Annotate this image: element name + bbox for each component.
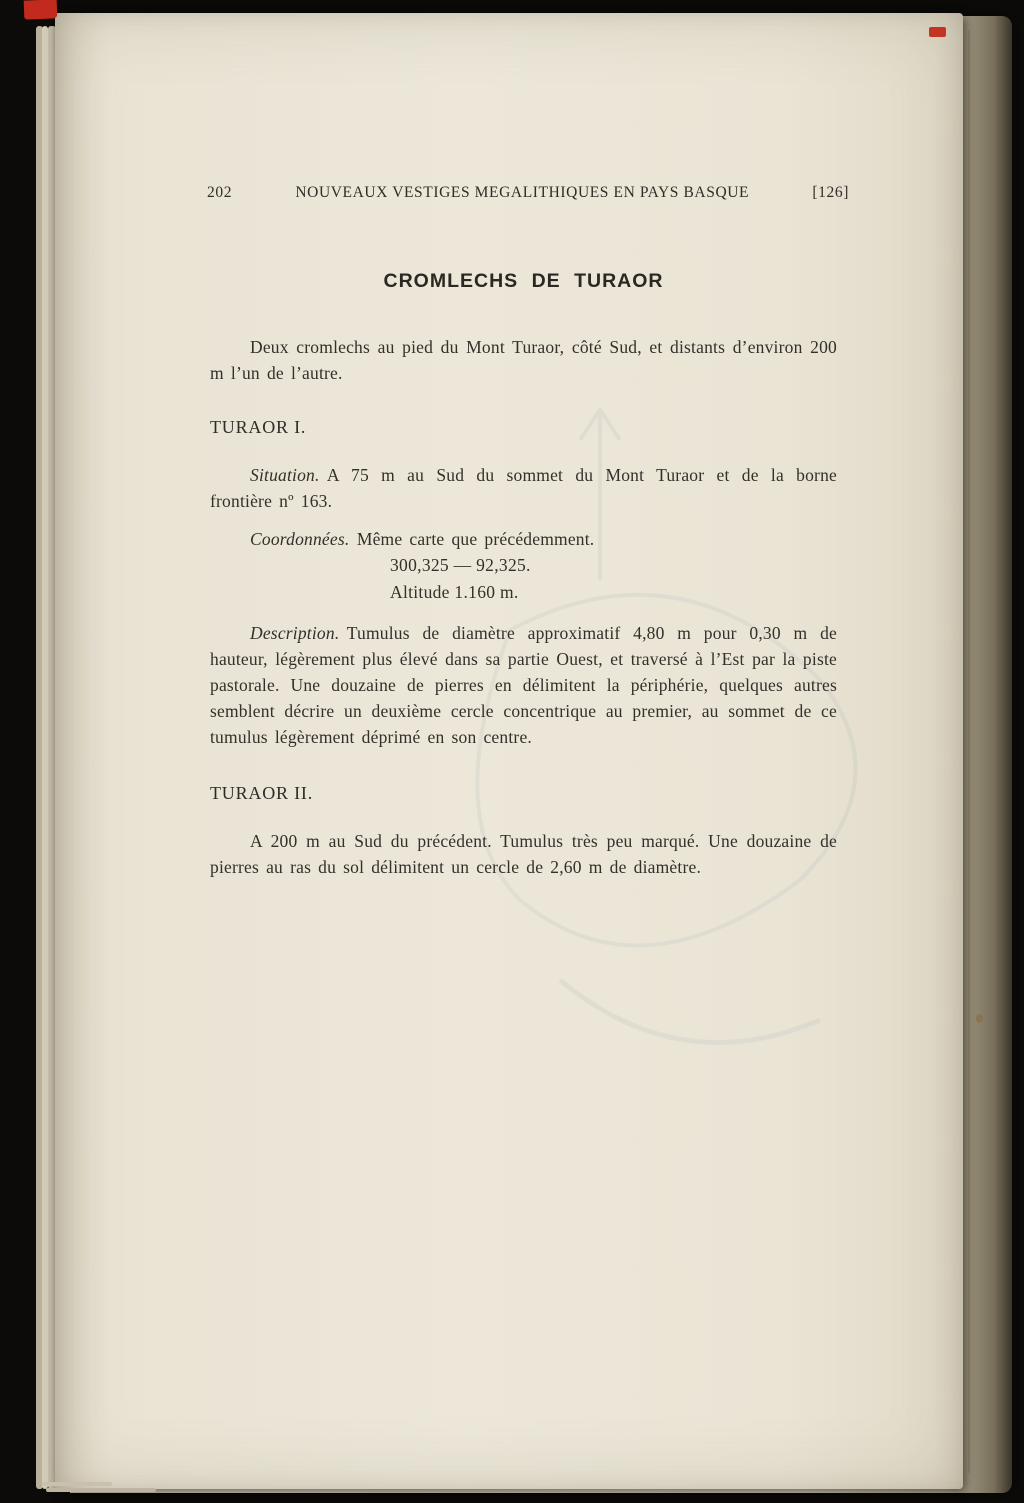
paper-stain [976, 1014, 983, 1023]
intro-paragraph: Deux cromlechs au pied du Mont Turaor, côté Sud, et distants d’environ 200 m l’un de l’autre. [210, 337, 837, 383]
red-mark-top-right [929, 27, 946, 37]
coordinates-paragraph [210, 526, 837, 552]
description-text: Tumulus de diamètre approximatif 4,80 m pour 0,30 m de hauteur, légèrement plus élevé dans sa partie Ouest, et traversé à l’Est par la piste pastorale. Une douzaine de pierres en délimitent la périphérie, quelques autres semblent décrire un deuxième cercle concentrique au premier, au sommet de ce tumulus légèrement déprimé en son centre. [210, 623, 837, 747]
page-title: CROMLECHS DE TURAOR [383, 270, 664, 292]
situation-text: A 75 m au Sud du sommet du Mont Turaor et de la borne frontière nº 163. [210, 465, 837, 511]
section-heading-turaor-1: TURAOR I. [210, 417, 307, 437]
coordinates-lead: Coordonnées. [250, 529, 350, 549]
situation-paragraph [210, 462, 837, 514]
section-heading-turaor-2: TURAOR II. [210, 783, 313, 803]
situation-lead: Situation. [250, 465, 320, 485]
description-paragraph [210, 620, 837, 750]
page-number: 202 [207, 184, 233, 201]
header-reference: [126] [812, 184, 849, 201]
page-stack-edge [46, 1488, 156, 1492]
fore-edge-line [968, 30, 970, 1473]
description-lead: Description. [250, 623, 340, 643]
altitude-value: Altitude 1.160 m. [390, 582, 519, 602]
turaor-2-paragraph: A 200 m au Sud du précédent. Tumulus très peu marqué. Une douzaine de pierres au ras du sol délimitent un cercle de 2,60 m de diamètre. [210, 831, 837, 877]
coordinates-text: Même carte que précédemment. [356, 529, 595, 549]
red-mark-top-left [24, 0, 58, 20]
page-stack-edge [42, 1482, 112, 1486]
running-title: NOUVEAUX VESTIGES MEGALITHIQUES EN PAYS BASQUE [295, 184, 750, 201]
text-column [210, 180, 837, 880]
coordinates-value: 300,325 — 92,325. [390, 555, 531, 575]
